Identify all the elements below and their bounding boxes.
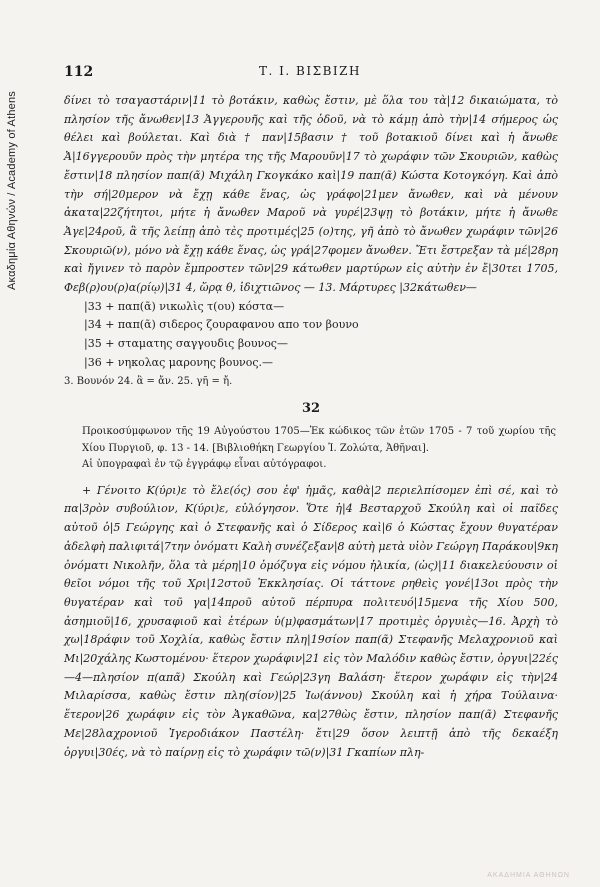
doc32-paragraph: + Γένοιτο Κ(ύρι)ε τὸ ἔλε(ός) σου ἐφ' ἡμᾶς, καθὰ|2 περιελπίσομεν ἐπὶ σέ, καὶ τὸ πα|3ρὸν συβούλιον, Κ(ύρι)ε, εὐλόγησον. Ὅτε ἡ|4 Βεσταρχοῦ Σκούλη καὶ οἱ παῖδες αὐτοῦ ὁ|5 Γεώργης καὶ ὁ Στεφανῆς καὶ ὁ Σίδερος καὶ|6 ὁ Κώστας ἔχουν θυγατέραν ἀδελφὴ παλιφιτά|7την ὀνόματι Καλὴ συνέζεξαν|8 αὐτὴ μετὰ υἱὸν Γεώργη Παράκου|9κη ὀνόματι Νικολῆν, ὅλα τὰ μέρη|10 ὁμόζυγα εἰς νόμου ἡλικία, (ὡς)|11 διακελεύουσιν οἱ θεῖοι νόμοι τῆς τοῦ Χρι|12στοῦ Ἐκκλησίας. Οἱ τάττονε ρηθεὶς γονέ|13οι πρὸς τὴν θυγατέραν καὶ τοῦ γα|14προῦ αὐτοῦ πέρπυρα πολιτευό|15μενα τῆς Χίου 500, ἀσημιοῦ|16, χρυσαφιοῦ καὶ ἑτέρων ὑ(μ)φασμάτων|17 προτιμὲς ὀργυιὲς—16. Ἀρχὴ τὸ χω|18ράφιν τοῦ Χοχλία, καθὼς ἔστιν πλη|19σίον παπ(ᾶ) Στεφανῆς Μελαχρονιοῦ καὶ Μι|20χάλης Κωστομένου· ἕτερον χωράφιν|21 εἰς τὸν Μαλόδιν καθὼς ἔστιν, ὀργυι|22ές—4—πλησίον π(απᾶ) Σκούλη καὶ Γεώρ|23γη Βαλάση· ἕτερον χωράφιν εἰς τὴν|24 Μιλαρίσσα, καθὼς ἔστιν πλη(σίον)|25 Ἰω(άννου) Σκούλη καὶ ἡ χήρα Τούλαινα· ἕτερον|26 χωράφιν εἰς τὸν Ἀγκαθῶνα, κα|27θὼς ἔστιν, πλησίον παπ(ᾶ) Στεφανῆς Με|28λαχρονιοῦ Ἰγεροδιάκον Παστέλη· ἔτι|29 ὅσον λειπτῇ ἀπὸ τῆς δεκαέξη ὀργυι|30ές, νὰ τὸ παίρνῃ εἰς τὸ χωράφιν τῶ(ν)|31 Γκαπίων πλη- [64, 483, 558, 759]
signature-line: |34 + παπ(ᾶ) σιδερος ζουραφανου απο τον βουνο [84, 318, 359, 332]
doc32-number: 32 [301, 401, 321, 417]
signature-line: |36 + νηκολας μαρονης βουνος.— [84, 355, 273, 369]
signature-line: |35 + σταματης σαγγουδις βουνος— [84, 337, 288, 351]
side-watermark: Ακαδημία Αθηνών / Academy of Athens [6, 90, 18, 290]
library-stamp: ΑΚΑΔΗΜΙΑ ΑΘΗΝΩΝ [487, 872, 570, 879]
page-content [64, 92, 558, 762]
signature-line: |33 + παπ(ᾶ) νικωλὶς τ(ου) κόστα— [84, 299, 285, 313]
doc31-signatures [84, 298, 558, 373]
doc31-footnote: 3. Βουνόν 24. ἃ = ἄν. 25. γῆ = ἤ. [64, 376, 233, 388]
page-number: 112 [64, 64, 94, 80]
doc31-paragraph: δίνει τὸ τσαγαστάριν|11 τὸ βοτάκιν, καθὼς ἔστιν, μὲ ὅλα του τὰ|12 δικαιώματα, τὸ πλησίον τῆς ἄνωθεν|13 Ἀγγερουῆς καὶ τῆς ὁδοῦ, νὰ τὸ κάμῃ ἀπὸ τὴν|14 σήμερος ὡς θέλει καὶ βούλεται. Καὶ διὰ † παν|15βασιν † τοῦ βοτακιοῦ δίνει καὶ ἡ ἄνωθε Ἀ|16γγερουῦν πρὸς τὴν μητέρα της τῆς Μαρουῦν|17 τὸ χωράφιν τῶν Σκουριῶν, καθὼς ἔστιν|18 πλησίον παπ(ᾶ) Μιχάλη Γκογκάκο καὶ|19 παπ(ᾶ) Κώστα Κοτογκόγη. Καὶ ἀπὸ τὴν σή|20μερον νὰ ἔχῃ κάθε ἕνας, ὡς γράφο|21μεν ἄνωθεν, καὶ νὰ μένουν ἀκατα|22ζήτητοι, μήτε ἡ ἄνωθεν Μαροῦ νὰ γυρέ|23ψῃ τὸ βοτάκιν, μήτε ἡ ἄνωθε Ἀγε|24ροῦ, ἃ τῆς λείπῃ ἀπὸ τὲς προτιμές|25 (ο)της, γῆ ἀπὸ τὸ ἄνωθεν χωράφιν τῶν|26 Σκουριῶ(ν), μόνο νὰ ἔχῃ κάθε ἕνας, ὡς γρά|27φομεν ἄνωθεν. Ἔτι ἔστρεξαν τὰ μέ|28ρη καὶ ἤγινεν τὸ παρὸν ἔμπροστεν τῶν|29 κάτωθεν μαρτύρων εἰς αὐτὴν ἐν ἔ|30τει 1705, Φεβ(ρ)ου(ρ)α(ρίῳ)|31 4, ὥρᾳ θ, ἰδιχτιῶνος — 13. Μάρτυρες |32κάτωθεν— [64, 94, 558, 295]
page-header [64, 64, 556, 84]
running-head: Τ. Ι. ΒΙΣΒΙΖΗ [259, 64, 361, 78]
caption-line: Αἱ ὑπογραφαὶ ἐν τῷ ἐγγράφῳ εἶναι αὐτόγραφοι. [82, 459, 327, 471]
doc32-body [64, 482, 558, 763]
doc32-caption [64, 424, 558, 474]
caption-line: Προικοσύμφωνον τῆς 19 Αὐγούστου 1705—Ἐκ κώδικος τῶν ἐτῶν 1705 - 7 τοῦ χωρίου τῆς Χίου Πυργιοῦ, φ. 13 - 14. [Βιβλιοθήκη Γεωργίου Ἰ. Ζολώτα, Ἀθῆναι]. [82, 426, 556, 454]
